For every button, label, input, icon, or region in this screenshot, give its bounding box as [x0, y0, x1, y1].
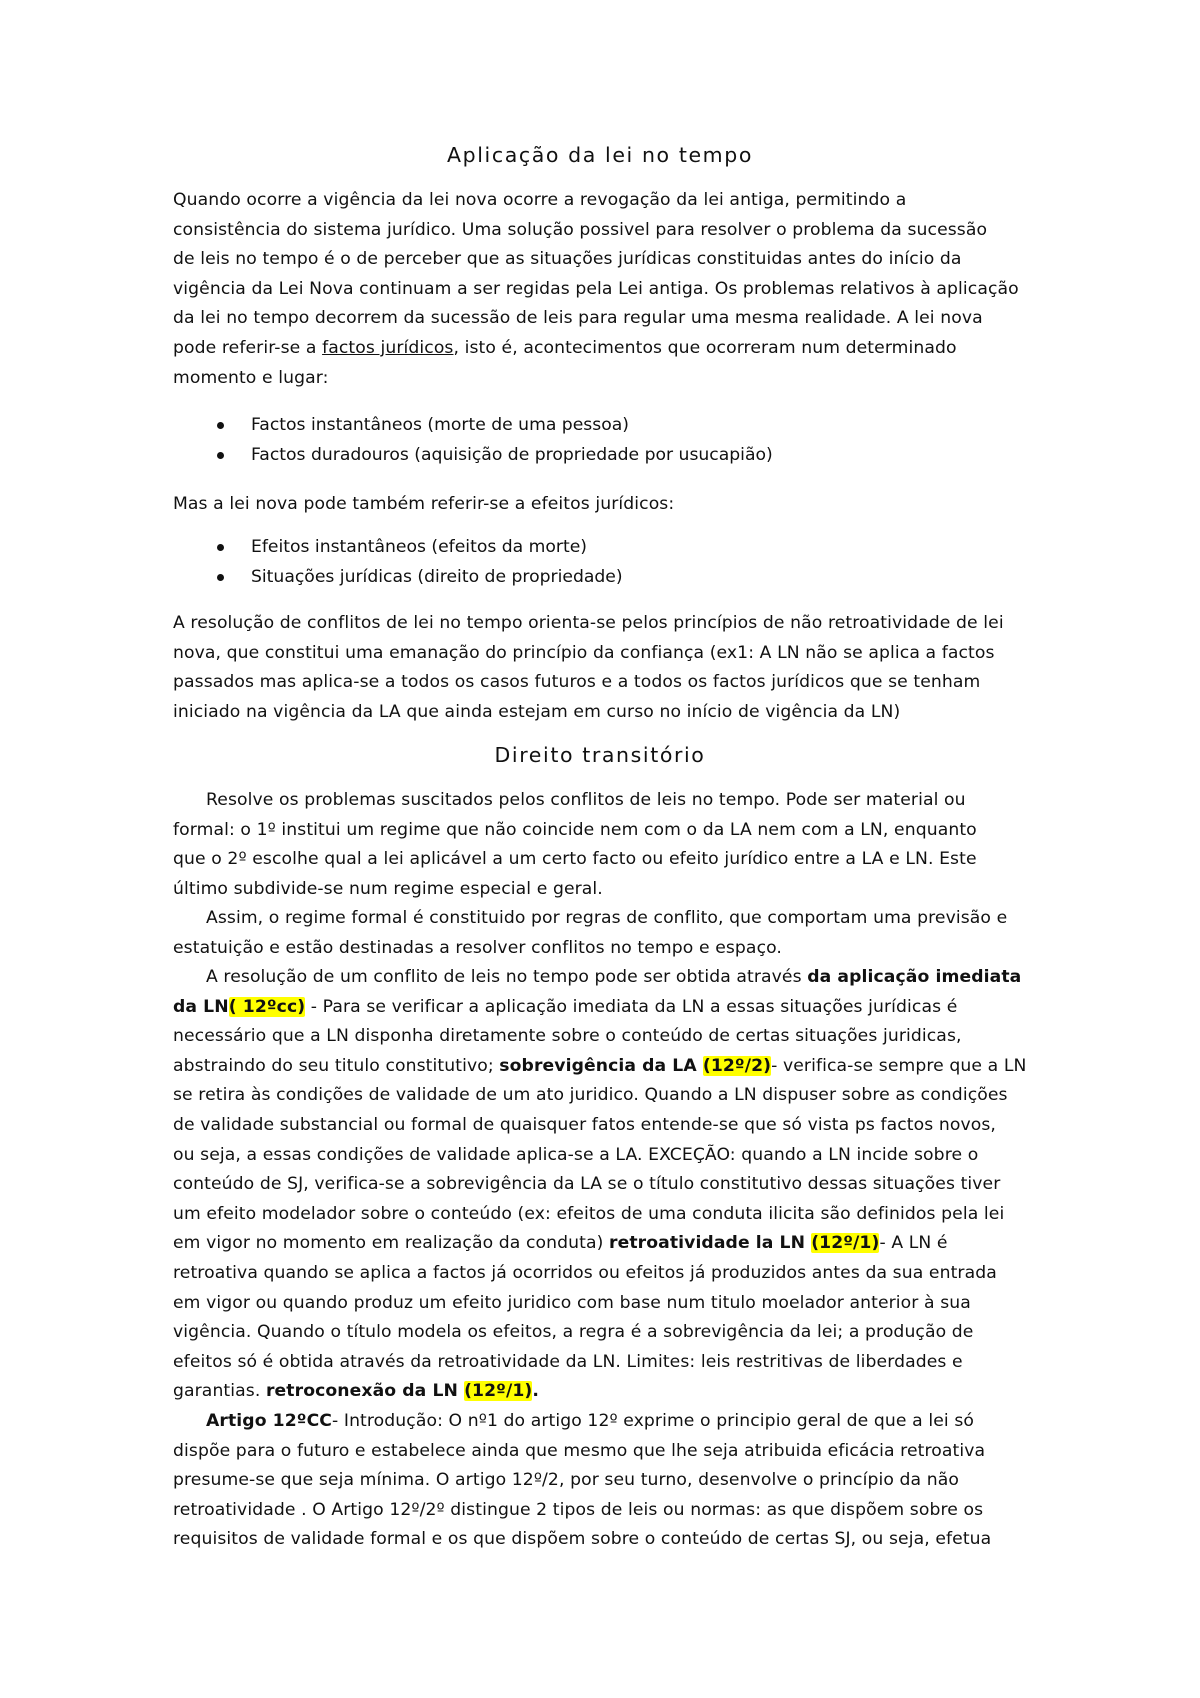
- list-item: Efeitos instantâneos (efeitos da morte): [215, 533, 1035, 563]
- effects-intro: Mas a lei nova pode também referir-se a efeitos jurídicos:: [173, 494, 675, 514]
- dt-paragraph-1: Resolve os problemas suscitados pelos conflitos de leis no tempo. Pode ser material ou formal: o 1º institui um regime que não coincide nem com o da LA nem com a LN, enquanto que o 2º escolhe qual a lei aplicável a um certo facto ou efeito jurídico entre a LA e LN. Este último subdivide-se num regime especial e geral.: [173, 790, 977, 899]
- underlined-term: factos jurídicos: [322, 337, 454, 358]
- dt-paragraph-4: Artigo 12ºCC- Introdução: O nº1 do artigo 12º exprime o principio geral de que a lei só dispõe para o futuro e estabelece ainda que mesmo que lhe seja atribuida eficácia retroativa presume-se que seja mínima. O artigo 12º/2, por seu turno, desenvolve o princípio da não retroatividade . O Artigo 12º/2º distingue 2 tipos de leis ou normas: as que dispõem sobre os requisitos de validade formal e os que dispõem sobre o conteúdo de certas SJ, ou seja, efetua: [173, 1411, 992, 1550]
- highlighted-reference: (12º/1): [464, 1381, 533, 1402]
- list-item: Situações jurídicas (direito de propriedade): [215, 563, 1035, 593]
- section-heading: Direito transitório: [494, 743, 706, 767]
- highlighted-reference: (12º/2): [702, 1055, 772, 1076]
- bullet-icon: [217, 422, 224, 429]
- bullet-icon: [217, 452, 224, 459]
- highlighted-reference: (12º/1): [811, 1233, 880, 1254]
- highlighted-reference: ( 12ºcc): [228, 996, 306, 1017]
- resolution-paragraph: A resolução de conflitos de lei no tempo orienta-se pelos princípios de não retroatividade de lei nova, que constitui uma emanação do princípio da confiança (ex1: A LN não se aplica a factos passados mas aplica-se a todos os casos futuros e a todos os factos jurídicos que se tenham iniciado na vigência da LA que ainda estejam em curso no início de vigência da LN): [173, 613, 1004, 722]
- intro-paragraph: Quando ocorre a vigência da lei nova ocorre a revogação da lei antiga, permitindo a consistência do sistema jurídico. Uma solução possivel para resolver o problema da sucessão de leis no tempo é o de perceber que as situações jurídicas constituidas antes do início da vigência da Lei Nova continuam a ser regidas pela Lei antiga. Os problemas relativos à aplicação da lei no tempo decorrem da sucessão de leis para regular uma mesma realidade. A lei nova pode referir-se a factos jurídicos, isto é, acontecimentos que ocorreram num determinado momento e lugar:: [173, 190, 1019, 388]
- bullet-icon: [217, 574, 224, 581]
- list-item: Factos duradouros (aquisição de propriedade por usucapião): [215, 441, 1035, 471]
- dt-paragraph-2: Assim, o regime formal é constituido por regras de conflito, que comportam uma previsão e estatuição e estão destinadas a resolver conflitos no tempo e espaço.: [173, 908, 1008, 958]
- facts-list: [215, 411, 1035, 470]
- dt-paragraph-3: A resolução de um conflito de leis no tempo pode ser obtida através da aplicação imediata da LN( 12ºcc) - Para se verificar a aplicação imediata da LN a essas situações jurídicas é necessário que a LN disponha diretamente sobre o conteúdo de certas situações juridicas, abstraindo do seu titulo constitutivo; sobrevigência da LA (12º/2)- verifica-se sempre que a LN se retira às condições de validade de um ato juridico. Quando a LN dispuser sobre as condições de validade substancial ou formal de quaisquer fatos entende-se que só vista ps factos novos, ou seja, a essas condições de validade aplica-se a LA. EXCEÇÃO: quando a LN incide sobre o conteúdo de SJ, verifica-se a sobrevigência da LA se o título constitutivo dessas situações tiver um efeito modelador sobre o conteúdo (ex: efeitos de uma conduta ilicita são definidos pela lei em vigor no momento em realização da conduta) retroatividade la LN (12º/1)- A LN é retroativa quando se aplica a factos já ocorridos ou efeitos já produzidos antes da sua entrada em vigor ou quando produz um efeito juridico com base num titulo moelador anterior à sua vigência. Quando o título modela os efeitos, a regra é a sobrevigência da lei; a produção de efeitos só é obtida através da retroatividade da LN. Limites: leis restritivas de liberdades e garantias. retroconexão da LN (12º/1).: [173, 967, 1027, 1402]
- bullet-icon: [217, 544, 224, 551]
- effects-list: [215, 533, 1035, 592]
- page-title: Aplicação da lei no tempo: [447, 143, 753, 167]
- list-item: Factos instantâneos (morte de uma pessoa): [215, 411, 1035, 441]
